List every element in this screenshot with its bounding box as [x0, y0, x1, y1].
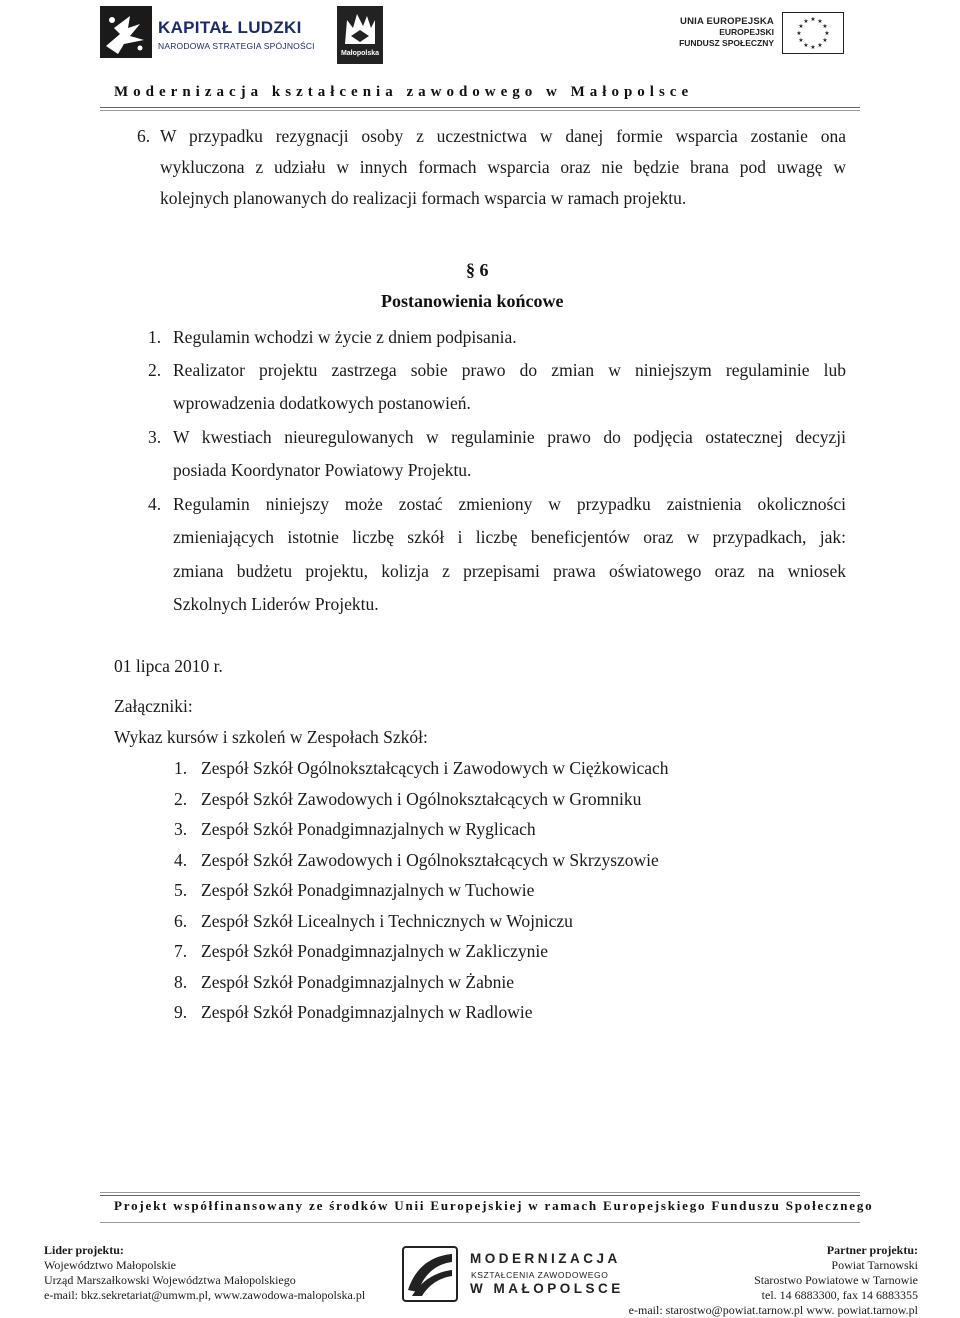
project-partner-line: e-mail: starostwo@powiat.tarnow.pl www. powiat.tarnow.pl [628, 1303, 918, 1317]
modernizacja-logo-line3: W MAŁOPOLSCE [470, 1281, 624, 1296]
svg-text:★: ★ [810, 16, 816, 23]
svg-text:★: ★ [798, 23, 804, 30]
footer-motto: Projekt współfinansowany ze środków Unii Europejskiej w ramach Europejskiego Funduszu Społecznego [114, 1198, 874, 1213]
malopolska-logo [337, 6, 383, 64]
school-name: Zespół Szkół Ponadgimnazjalnych w Tuchowie [201, 880, 535, 900]
svg-text:★: ★ [817, 42, 823, 49]
svg-text:★: ★ [824, 30, 830, 37]
item-3-number: 3. [148, 427, 162, 447]
project-leader-label: Lider projektu: [44, 1243, 124, 1257]
svg-text:★: ★ [798, 37, 804, 44]
item-2-text: Realizator projektu zastrzega sobie prawo do zmian w niniejszym regulaminie lub [173, 360, 846, 380]
project-partner-line: Powiat Tarnowski [831, 1258, 918, 1272]
school-name: Zespół Szkół Zawodowych i Ogólnokształcących w Gromniku [201, 788, 642, 809]
eu-logo-line1: UNIA EUROPEJSKA [680, 16, 774, 27]
svg-text:★: ★ [803, 42, 809, 49]
modernizacja-logo-line1: MODERNIZACJA [470, 1251, 621, 1266]
svg-text:★: ★ [817, 18, 823, 25]
svg-text:★: ★ [803, 18, 809, 25]
item-4-text: zmiana budżetu projektu, kolizja z przepisami prawa oświatowego oraz na wniosek [173, 561, 846, 581]
footer-divider [100, 1195, 860, 1196]
project-leader-line: Województwo Małopolskie [44, 1258, 177, 1272]
document-date: 01 lipca 2010 r. [114, 656, 223, 676]
school-name: Zespół Szkół Zawodowych i Ogólnokształcących w Skrzyszowie [201, 849, 659, 870]
eu-logo-line3: FUNDUSZ SPOŁECZNY [679, 38, 774, 48]
attachments-label: Załączniki: [114, 696, 193, 716]
school-number: 2. [174, 788, 188, 809]
modernizacja-logo-line2: KSZTAŁCENIA ZAWODOWEGO [471, 1270, 609, 1280]
modernizacja-emblem-icon [402, 1246, 458, 1302]
school-name: Zespół Szkół Licealnych i Technicznych w Wojniczu [201, 910, 573, 931]
project-partner-line: Starostwo Powiatowe w Tarnowie [754, 1273, 918, 1287]
schools-list-title: Wykaz kursów i szkoleń w Zespołach Szkół: [114, 727, 428, 747]
point-6-line: kolejnych planowanych do realizacji formach wsparcia w ramach projektu. [160, 188, 687, 208]
school-number: 4. [174, 849, 188, 870]
header-motto: Modernizacja kształcenia zawodowego w Małopolsce [114, 84, 694, 100]
project-partner-line: tel. 14 6883300, fax 14 6883355 [761, 1288, 918, 1302]
svg-text:★: ★ [796, 30, 802, 37]
item-4-text: Regulamin niniejszy może zostać zmieniony w przypadku zaistnienia okoliczności [173, 494, 846, 514]
project-leader-line: Urząd Marszałkowski Województwa Małopolskiego [44, 1273, 296, 1287]
school-number: 1. [174, 758, 188, 778]
item-3-text: W kwestiach nieuregulowanych w regulaminie prawo do podjęcia ostatecznej decyzji [173, 427, 846, 447]
school-number: 6. [174, 910, 188, 931]
school-name: Zespół Szkół Ponadgimnazjalnych w Radlowie [201, 1002, 533, 1022]
section-title: Postanowienia końcowe [381, 291, 564, 311]
school-name: Zespół Szkół Ponadgimnazjalnych w Żabnie [201, 971, 514, 992]
footer-divider-bottom [100, 1222, 860, 1223]
item-4-text: Szkolnych Liderów Projektu. [173, 594, 379, 614]
point-6-line: W przypadku rezygnacji osoby z uczestnictwa w danej formie wsparcia zostanie ona [160, 126, 846, 146]
kapital-ludzki-subtitle: NARODOWA STRATEGIA SPÓJNOŚCI [158, 41, 315, 51]
kapital-ludzki-title: KAPITAŁ LUDZKI [158, 18, 302, 37]
kapital-ludzki-logo [100, 6, 315, 62]
project-partner-label: Partner projektu: [826, 1243, 918, 1257]
item-3-text: posiada Koordynator Powiatowy Projektu. [173, 460, 472, 480]
item-2-text: wprowadzenia dodatkowych postanowień. [173, 393, 471, 413]
header-divider [100, 107, 860, 108]
malopolska-label: Małopolska [340, 50, 380, 57]
school-number: 3. [174, 819, 188, 839]
header-divider-thin [100, 110, 860, 111]
school-number: 5. [174, 880, 188, 900]
svg-text:★: ★ [810, 44, 816, 51]
item-1-text: Regulamin wchodzi w życie z dniem podpisania. [173, 327, 517, 347]
point-6-number: 6. [137, 126, 151, 146]
eu-logo [679, 12, 844, 58]
item-2-number: 2. [148, 360, 162, 380]
project-partner-block [629, 1243, 918, 1318]
school-number: 9. [174, 1002, 188, 1022]
project-leader-line: e-mail: bkz.sekretariat@umwm.pl, www.zawodowa-malopolska.pl [44, 1288, 366, 1302]
school-number: 7. [174, 941, 188, 961]
item-4-text: zmieniających istotnie liczbę szkół i liczbę beneficjentów oraz w przypadkach, jak: [173, 527, 846, 547]
school-name: Zespół Szkół Ponadgimnazjalnych w Ryglicach [201, 819, 536, 839]
item-4-number: 4. [148, 494, 162, 514]
school-name: Zespół Szkół Ponadgimnazjalnych w Zakliczynie [201, 941, 548, 961]
modernizacja-logo [402, 1246, 632, 1306]
school-name: Zespół Szkół Ogólnokształcących i Zawodowych w Ciężkowicach [201, 758, 669, 778]
project-leader-block [44, 1243, 365, 1303]
svg-text:★: ★ [822, 23, 828, 30]
eu-logo-line2: EUROPEJSKI [719, 27, 774, 37]
eu-flag-icon [782, 12, 844, 54]
section-number: § 6 [466, 260, 489, 280]
kapital-ludzki-emblem-icon [100, 6, 152, 58]
school-number: 8. [174, 971, 188, 992]
item-1-number: 1. [148, 327, 162, 347]
svg-text:★: ★ [822, 37, 828, 44]
point-6-line: wykluczona z udziału w innych formach wsparcia oraz nie będzie brana pod uwagę w [160, 157, 846, 177]
footer-divider-thin [100, 1192, 860, 1193]
